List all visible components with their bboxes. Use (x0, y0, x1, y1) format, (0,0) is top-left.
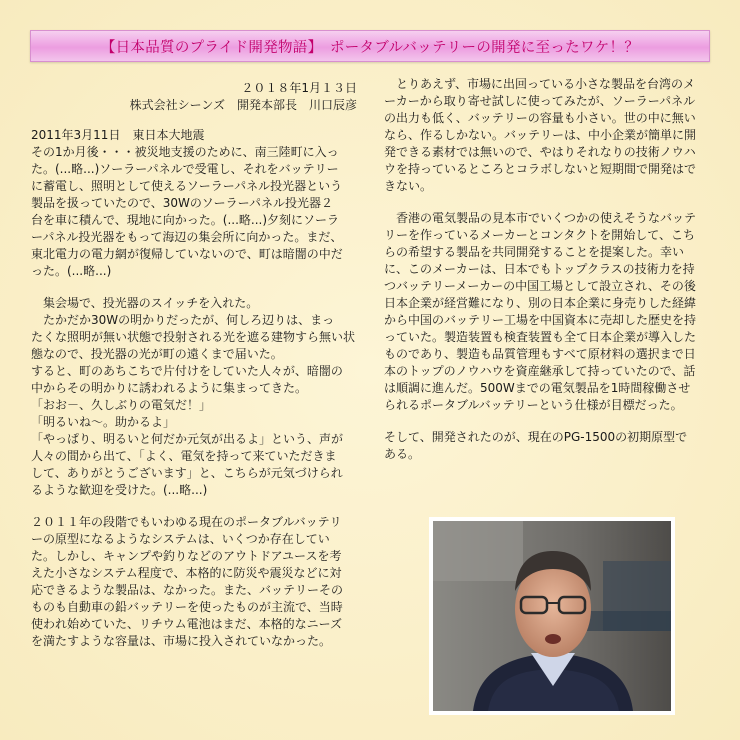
text-line: 「おお－、久しぶりの電気だ！」 (31, 398, 212, 412)
text-line: ものであり、製造も品質管理もすべて原材料の選択まで日 (384, 347, 696, 361)
article-title: 【日本品質のプライド開発物語】 ポータブルバッテリーの開発に至ったワケ！？ (100, 39, 640, 56)
left-body-text (31, 127, 361, 650)
right-body-text (384, 76, 718, 463)
text-line: たくな照明が無い状態で投射される光を遮る建物すら無い状 (31, 330, 356, 344)
text-line: た。しかし、キャンプや釣りなどのアウトドアユースを考 (31, 549, 342, 563)
text-line: に蓄電し、照明として使えるソーラーパネル投光器という (31, 179, 343, 193)
text-line: 応できるような製品は、なかった。また、バッテリーその (31, 583, 344, 597)
text-line: なら、作るしかない。バッテリーは、中小企業が簡単に開 (384, 128, 697, 142)
text-line: そして、開発されたのが、現在のPG-1500の初期原型で (384, 430, 688, 444)
article-date: ２０１８年1月１３日 (241, 81, 357, 95)
text-line: ーの原型になるようなシステムは、いくつか存在してい (31, 532, 330, 546)
paragraph-gap (384, 414, 718, 429)
text-line: その1か月後・・・被災地支援のために、南三陸町に入っ (31, 145, 339, 159)
text-line: を満たすような容量は、市場に投入されていなかった。 (31, 634, 332, 648)
text-line: っていた。製造装置も検査装置も全て日本企業が導入した (384, 330, 697, 344)
text-line: ある。 (384, 447, 421, 461)
author-photo-image (433, 521, 671, 711)
text-line: 香港の電気製品の見本市でいくつかの使えそうなバッテ (384, 211, 697, 225)
text-line: 2011年3月11日 東日本大地震 (31, 128, 205, 142)
text-line: ２０１１年の段階でもいわゆる現在のポータブルバッテリ (31, 515, 342, 529)
text-line: えた小さなシステム程度で、本格的に防災や震災などに対 (31, 566, 342, 580)
text-line: きない。 (384, 179, 433, 193)
text-line: 東北電力の電力網が復帰していないので、町は暗闇の中だ (31, 247, 343, 261)
text-line: ウを持っているところとコラボしないと短期間で開発はで (384, 162, 697, 176)
text-line: 態なので、投光器の光が町の遠くまで届いた。 (31, 347, 283, 361)
text-line: た。(...略...)ソーラーパネルで受電し、それをバッテリー (31, 162, 339, 176)
text-line: 使われ始めていた、リチウム電池はまだ、本格的なニーズ (31, 617, 343, 631)
paragraph-gap (31, 499, 361, 514)
text-line: 発できる素材では無いので、やはりそれなりの技術ノウハ (384, 145, 696, 159)
author-photo (433, 521, 671, 711)
text-line: るような歓迎を受けた。(...略...) (31, 483, 208, 497)
article-author: 株式会社シーンズ 開発本部長 川口辰彦 (129, 98, 357, 112)
text-line: の出力も低く、バッテリーの容量も小さい。世の中に無い (384, 111, 696, 125)
text-line: られるポータブルバッテリーという仕様が目標だった。 (384, 398, 683, 412)
left-column (31, 80, 361, 650)
right-column (384, 76, 718, 463)
text-line: ものも自動車の鉛バッテリーを使ったものが主流で、当時 (31, 600, 343, 614)
paragraph-gap (384, 195, 718, 210)
text-line: らの希望する製品を共同開発することを提案した。幸い (384, 245, 685, 259)
text-line: 中からその明かりに誘われるように集まってきた。 (31, 381, 308, 395)
text-line: すると、町のあちこちで片付けをしていた人々が、暗闇の (31, 364, 343, 378)
text-line: ーパネル投光器をもって海辺の集会所に向かった。まだ、 (31, 230, 343, 244)
text-line: たかだか30Wの明かりだったが、何しろ辺りは、まっ (31, 313, 335, 327)
text-line: に、このメーカーは、日本でもトップクラスの技術力を持 (384, 262, 695, 276)
text-line: 台を車に積んで、現地に向かった。(...略...)夕刻にソーラ (31, 213, 340, 227)
text-line: 製品を扱っていたので、30Wのソーラーパネル投光器２ (31, 196, 334, 210)
text-line: ーカーから取り寄せ試しに使ってみたが、ソーラーパネル (384, 94, 696, 108)
text-line: った。(...略...) (31, 264, 112, 278)
text-line: とりあえず、市場に出回っている小さな製品を台湾のメ (384, 77, 696, 91)
text-line: から中国のバッテリー工場を中国資本に売却した歴史を持 (384, 313, 697, 327)
text-line: 「明るいね～。助かるよ」 (31, 415, 176, 429)
text-line: は順調に進んだ。500Wまでの電気製品を1時間稼働させ (384, 381, 691, 395)
text-line: リーを作っているメーカーとコンタクトを開始して、こち (384, 228, 696, 242)
text-line: して、ありがとうございます」と、こちらが元気づけられ (31, 466, 343, 480)
text-line: つバッテリーメーカーの中国工場として設立され、その後 (384, 279, 696, 293)
text-line: 日本企業が経営難になり、別の日本企業に身売りした経緯 (384, 296, 697, 310)
text-line: 本のトップのノウハウを資産継承して持っていたので、話 (384, 364, 696, 378)
text-line: 人々の間から出て、「よく、電気を持って来ていただきま (31, 449, 337, 463)
paragraph-gap (31, 280, 361, 295)
title-banner (30, 30, 710, 62)
text-line: 「やっぱり、明るいと何だか元気が出るよ」という、声が (31, 432, 344, 446)
text-line: 集会場で、投光器のスイッチを入れた。 (31, 296, 259, 310)
